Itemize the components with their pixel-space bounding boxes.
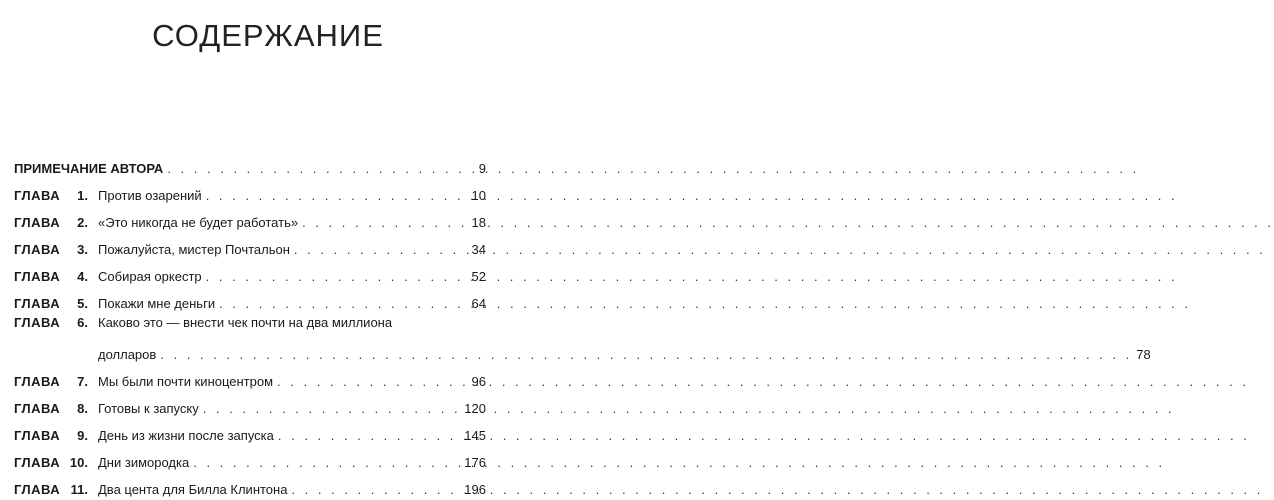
chapter-number: 9.: [77, 428, 88, 443]
dot-leader: [203, 401, 461, 417]
chapter-number: 1.: [77, 188, 88, 203]
chapter-number: 11.: [70, 482, 88, 497]
chapter-number: 4.: [77, 269, 88, 284]
chapter-label: ГЛАВА: [14, 269, 61, 284]
chapter-title-continuation: [98, 347, 1151, 363]
chapter-label: ГЛАВА: [14, 401, 61, 416]
dot-leader: [291, 482, 460, 498]
toc-page-number: 176: [464, 455, 486, 470]
dot-leader: [302, 215, 467, 231]
table-of-contents: [14, 150, 1151, 498]
dot-leader: [167, 161, 474, 177]
toc-entry-chapter-11[interactable]: [14, 471, 486, 498]
chapter-label: ГЛАВА: [14, 315, 61, 330]
toc-page-number: 145: [464, 428, 486, 443]
toc-entry-chapter-2[interactable]: [14, 204, 486, 231]
chapter-number: 10.: [69, 455, 88, 470]
chapter-label: ГЛАВА: [14, 242, 61, 257]
toc-page-number: 18: [471, 215, 486, 230]
toc-entry-chapter-6[interactable]: [14, 312, 1151, 363]
chapter-number: 3.: [77, 242, 88, 257]
toc-entry-chapter-1[interactable]: [14, 177, 486, 204]
dot-leader: [160, 347, 1132, 363]
chapter-title: Два цента для Билла Клинтона: [98, 482, 288, 497]
chapter-title-block: [98, 312, 1151, 363]
chapter-label: ГЛАВА: [14, 215, 61, 230]
dot-leader: [294, 242, 468, 258]
toc-page-number: 120: [464, 401, 486, 416]
toc-page-number: 96: [471, 374, 486, 389]
chapter-title: «Это никогда не будет работать»: [98, 215, 299, 230]
chapter-title: Мы были почти киноцентром: [98, 374, 274, 389]
chapter-title: Каково это — внести чек почти на два миллиона: [98, 315, 393, 330]
chapter-number: 2.: [77, 215, 88, 230]
chapter-title: долларов: [98, 347, 157, 362]
chapter-title: Покажи мне деньги: [98, 296, 216, 311]
toc-entry-chapter-3[interactable]: [14, 231, 486, 258]
chapter-number: 5.: [77, 296, 88, 311]
toc-entry-chapter-8[interactable]: [14, 390, 486, 417]
toc-page-number: 78: [1136, 347, 1151, 362]
chapter-label: ГЛАВА: [14, 455, 61, 470]
chapter-title: Пожалуйста, мистер Почтальон: [98, 242, 290, 257]
chapter-label: ГЛАВА: [14, 482, 61, 497]
chapter-number: 8.: [77, 401, 88, 416]
dot-leader: [206, 269, 468, 285]
dot-leader: [277, 374, 467, 390]
toc-entry-chapter-5[interactable]: [14, 285, 486, 312]
dot-leader: [278, 428, 460, 444]
chapter-title: Готовы к запуску: [98, 401, 199, 416]
toc-page-number: 10: [471, 188, 486, 203]
chapter-number: 6.: [77, 315, 88, 330]
chapter-label: ГЛАВА: [14, 296, 61, 311]
toc-entry-chapter-10[interactable]: [14, 444, 486, 471]
chapter-label: ГЛАВА: [14, 188, 61, 203]
dot-leader: [219, 296, 467, 312]
toc-page-number: 9: [478, 161, 486, 176]
chapter-title: Дни зимородка: [98, 455, 190, 470]
toc-entry-chapter-7[interactable]: [14, 363, 486, 390]
toc-page-number: 52: [471, 269, 486, 284]
toc-page-number: 64: [471, 296, 486, 311]
dot-leader: [206, 188, 468, 204]
chapter-number: 7.: [77, 374, 88, 389]
chapter-title: День из жизни после запуска: [98, 428, 274, 443]
chapter-label: ГЛАВА: [14, 374, 61, 389]
chapter-title: Против озарений: [98, 188, 202, 203]
toc-page-number: 196: [464, 482, 486, 497]
toc-page-number: 34: [471, 242, 486, 257]
toc-entry-author-note[interactable]: [14, 150, 486, 177]
chapter-label: ГЛАВА: [14, 428, 61, 443]
chapter-title: Собирая оркестр: [98, 269, 202, 284]
dot-leader: [193, 455, 460, 471]
toc-entry-label: ПРИМЕЧАНИЕ АВТОРА: [14, 161, 164, 176]
page-title: СОДЕРЖАНИЕ: [152, 18, 384, 53]
toc-entry-chapter-9[interactable]: [14, 417, 486, 444]
toc-entry-chapter-4[interactable]: [14, 258, 486, 285]
